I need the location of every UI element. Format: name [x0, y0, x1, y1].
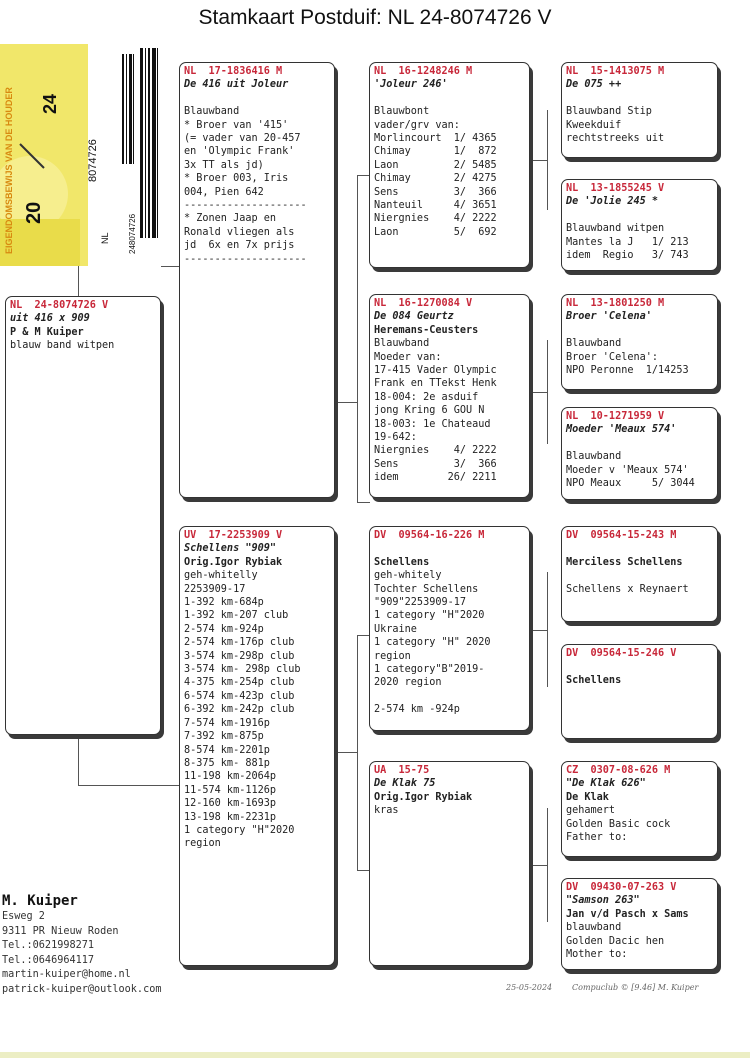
connector-line	[78, 266, 79, 296]
info-line: 18-004: 2e asduif	[374, 391, 479, 403]
pigeon-card-mother	[179, 526, 335, 966]
info-line: 3-574 km-298p club	[184, 650, 295, 662]
info-line: 12-160 km-1693p	[184, 798, 277, 810]
pigeon-name: De Klak 75	[374, 778, 436, 790]
breeder-line: Schellens	[566, 674, 622, 686]
info-line: --------------------	[184, 253, 307, 265]
breeder-line: P & M Kuiper	[10, 326, 84, 338]
connector-line	[161, 266, 181, 267]
pigeon-card-ffm	[561, 179, 718, 271]
info-line: Laon 2/ 5485	[374, 159, 497, 171]
pigeon-card-fmm	[561, 407, 718, 500]
owner-email-1: martin-kuiper@home.nl	[2, 969, 131, 981]
connector-line	[530, 160, 547, 161]
info-line: 6-574 km-423p club	[184, 690, 295, 702]
info-line: Mantes la J 1/ 213	[566, 236, 689, 248]
breeder-line: Orig.Igor Rybiak	[184, 556, 283, 568]
info-line: 1-392 km-207 club	[184, 610, 289, 622]
info-line: * Broer van '415'	[184, 119, 289, 131]
info-line: Laon 5/ 692	[374, 226, 497, 238]
owner-block	[2, 892, 161, 998]
ring-number: NL 10-1271959 V	[566, 411, 665, 422]
info-line: vader/grv van:	[374, 119, 460, 131]
owner-email-2: patrick-kuiper@outlook.com	[2, 983, 162, 995]
info-line: Golden Dacic hen	[566, 935, 665, 947]
pigeon-name: "De Klak 626"	[566, 778, 646, 790]
owner-city: 9311 PR Nieuw Roden	[2, 925, 119, 937]
info-line: Sens 3/ 366	[374, 186, 497, 198]
info-line: (= vader van 20-457	[184, 133, 301, 145]
pigeon-name: Schellens "909"	[184, 543, 277, 555]
info-line	[566, 92, 713, 105]
info-line: jd 6x en 7x prijs	[184, 240, 295, 252]
breeder-line: Orig.Igor Rybiak	[374, 791, 473, 803]
page-bottom-strip	[0, 1052, 750, 1058]
info-line: Chimay 2/ 4275	[374, 173, 497, 185]
info-line	[374, 690, 525, 703]
ring-number: NL 13-1855245 V	[566, 183, 665, 194]
pigeon-name: De 416 uit Joleur	[184, 79, 289, 91]
info-line: gehamert	[566, 805, 616, 817]
info-line: geh-whitely	[374, 570, 442, 582]
pigeon-card-fff	[561, 62, 718, 158]
info-line: Blauwband	[566, 451, 622, 463]
info-line: 18-003: 1e Chateaud	[374, 418, 491, 430]
ring-number: NL 24-8074726 V	[10, 300, 109, 311]
info-line: 1 category "H"2020	[184, 824, 295, 836]
ring-card-number: 24	[40, 93, 60, 114]
info-line: rechtstreeks uit	[566, 133, 665, 145]
info-line: idem Regio 3/ 743	[566, 250, 689, 262]
info-line	[566, 437, 713, 450]
pigeon-card-mmm	[561, 878, 718, 970]
info-line: en 'Olympic Frank'	[184, 146, 295, 158]
owner-address: Esweg 2	[2, 911, 45, 922]
info-line	[184, 92, 330, 105]
info-line: Niergnies 4/ 2222	[374, 445, 497, 457]
info-line: 8-574 km-2201p	[184, 744, 270, 756]
info-line: 2020 region	[374, 677, 442, 689]
info-line: kras	[374, 805, 399, 817]
info-line: * Zonen Jaap en	[184, 213, 277, 225]
info-line: blauwband	[566, 922, 622, 934]
connector-line	[530, 630, 547, 631]
info-line: 1 category "H"2020	[374, 610, 485, 622]
pigeon-card-subject	[5, 296, 161, 735]
ring-card-barcode-number: 248074726	[128, 213, 137, 254]
info-line: Blauwband witpen	[566, 223, 665, 235]
info-line	[566, 569, 713, 582]
pigeon-name: De 'Jolie 245 *	[566, 196, 659, 208]
info-line: idem 26/ 2211	[374, 472, 497, 484]
info-line: * Broer 003, Iris	[184, 173, 289, 185]
info-line: Blauwband	[374, 338, 430, 350]
pigeon-card-ff	[369, 62, 530, 268]
owner-phone-2: Tel.:0646964117	[2, 954, 95, 966]
pigeon-name: De 075 ++	[566, 79, 622, 91]
ring-number: UV 17-2253909 V	[184, 530, 283, 541]
info-line: 4-375 km-254p club	[184, 677, 295, 689]
info-line: 11-574 km-1126p	[184, 784, 277, 796]
owner-phone-1: Tel.:0621998271	[2, 940, 95, 952]
connector-line	[530, 865, 547, 866]
connector-line	[357, 635, 358, 870]
connector-line	[547, 340, 548, 444]
pigeon-card-mm	[369, 761, 530, 966]
connector-line	[78, 735, 79, 785]
connector-line	[547, 110, 548, 210]
pigeon-name: De 084 Geurtz	[374, 311, 454, 323]
pigeon-name: Broer 'Celena'	[566, 311, 652, 323]
info-line: Blauwbont	[374, 106, 430, 118]
ring-number: NL 15-1413075 M	[566, 66, 665, 77]
info-line: Niergnies 4/ 2222	[374, 213, 497, 225]
ring-number: NL 16-1270084 V	[374, 298, 473, 309]
info-line: "909"2253909-17	[374, 597, 467, 609]
connector-line	[547, 572, 548, 687]
info-line	[566, 660, 713, 673]
info-line: 2253909-17	[184, 583, 246, 595]
info-line: 13-198 km-2231p	[184, 811, 277, 823]
info-line: 8-375 km- 881p	[184, 757, 270, 769]
info-line	[566, 209, 713, 222]
info-line: 3-574 km- 298p club	[184, 664, 301, 676]
info-line: 004, Pien 642	[184, 186, 264, 198]
breeder-line: Jan v/d Pasch x Sams	[566, 908, 689, 920]
info-line: jong Kring 6 GOU N	[374, 405, 485, 417]
ring-number: NL 13-1801250 M	[566, 298, 665, 309]
info-line: Blauwband	[184, 106, 240, 118]
info-line: Ronald vliegen als	[184, 226, 295, 238]
info-line: region	[184, 838, 221, 850]
info-line: Mother to:	[566, 949, 628, 961]
info-line: 6-392 km-242p club	[184, 704, 295, 716]
info-line: 17-415 Vader Olympic	[374, 365, 497, 377]
connector-line	[335, 752, 357, 753]
info-line	[374, 542, 525, 555]
info-line: Blauwband	[566, 338, 622, 350]
info-line: Golden Basic cock	[566, 818, 671, 830]
ring-card-label-nl: NL	[100, 232, 110, 244]
ring-card-side-number: 8074726	[87, 139, 99, 182]
pigeon-card-fmf	[561, 294, 718, 390]
ring-card-image	[0, 44, 160, 266]
pigeon-name: "Samson 263"	[566, 895, 640, 907]
connector-line	[335, 402, 357, 403]
pigeon-name: 'Joleur 246'	[374, 79, 448, 91]
owner-name: M. Kuiper	[2, 893, 78, 909]
info-line: Moeder v 'Meaux 574'	[566, 464, 689, 476]
connector-line	[357, 502, 370, 503]
info-line: 11-198 km-2064p	[184, 771, 277, 783]
info-line	[566, 542, 713, 555]
info-line: NPO Peronne 1/14253	[566, 365, 689, 377]
ring-number: NL 17-1836416 M	[184, 66, 283, 77]
ring-number: DV 09564-16-226 M	[374, 530, 485, 541]
info-line: Chimay 1/ 872	[374, 146, 497, 158]
info-line: Schellens x Reynaert	[566, 583, 689, 595]
info-line: 7-574 km-1916p	[184, 717, 270, 729]
info-line: 1 category "H" 2020	[374, 637, 491, 649]
pigeon-card-mmf	[561, 761, 718, 857]
pigeon-card-mf	[369, 526, 530, 731]
footer-date: 25-05-2024	[506, 983, 553, 992]
info-line: 1 category"B"2019-	[374, 664, 485, 676]
info-line: Sens 3/ 366	[374, 458, 497, 470]
pigeon-card-mff	[561, 526, 718, 622]
breeder-line: Schellens	[374, 556, 430, 568]
info-line: geh-whitelly	[184, 570, 258, 582]
ring-card-code-left: 20	[23, 201, 45, 224]
info-line: 1-392 km-684p	[184, 597, 264, 609]
info-line	[566, 324, 713, 337]
info-line	[374, 92, 525, 105]
ring-card-top-text: EIGENDOMSBEWIJS VAN DE HOUDER	[4, 87, 14, 254]
connector-line	[530, 392, 547, 393]
info-line: region	[374, 650, 411, 662]
ring-number: DV 09564-15-246 V	[566, 648, 677, 659]
info-line: 2-574 km -924p	[374, 704, 460, 716]
info-line: 2-574 km-924p	[184, 623, 264, 635]
info-line: Broer 'Celena':	[566, 351, 659, 363]
breeder-line: Merciless Schellens	[566, 556, 683, 568]
breeder-line: De Klak	[566, 791, 609, 803]
pigeon-name: uit 416 x 909	[10, 313, 90, 325]
page-title: Stamkaart Postduif: NL 24-8074726 V	[198, 6, 552, 29]
info-line: 3x TT als jd)	[184, 159, 264, 171]
breeder-line: Heremans-Ceusters	[374, 324, 479, 336]
pigeon-card-fm	[369, 294, 530, 498]
ring-number: CZ 0307-08-626 M	[566, 765, 671, 776]
ring-number: NL 16-1248246 M	[374, 66, 473, 77]
pigeon-card-father	[179, 62, 335, 498]
info-line: 7-392 km-875p	[184, 731, 264, 743]
info-line: Nanteuil 4/ 3651	[374, 200, 497, 212]
info-line: 19-642:	[374, 432, 417, 444]
info-line: 2-574 km-176p club	[184, 637, 295, 649]
info-line: Moeder van:	[374, 351, 442, 363]
ring-number: UA 15-75	[374, 765, 430, 776]
info-line: Blauwband Stip	[566, 106, 652, 118]
info-line: --------------------	[184, 200, 307, 212]
info-line: Ukraine	[374, 623, 417, 635]
connector-line	[547, 808, 548, 922]
pigeon-card-mfm	[561, 644, 718, 739]
info-line: Father to:	[566, 832, 628, 844]
connector-line	[357, 175, 358, 502]
info-line: Kweekduif	[566, 119, 622, 131]
ring-number: DV 09430-07-263 V	[566, 882, 677, 893]
pigeon-name: Moeder 'Meaux 574'	[566, 424, 677, 436]
info-line: Frank en TTekst Henk	[374, 378, 497, 390]
footer-credit: Compuclub © [9.46] M. Kuiper	[572, 983, 699, 992]
connector-line	[78, 785, 181, 786]
info-line: Morlincourt 1/ 4365	[374, 133, 497, 145]
ring-number: DV 09564-15-243 M	[566, 530, 677, 541]
info-line: blauw band witpen	[10, 340, 115, 352]
info-line: NPO Meaux 5/ 3044	[566, 478, 695, 490]
info-line: Tochter Schellens	[374, 583, 479, 595]
